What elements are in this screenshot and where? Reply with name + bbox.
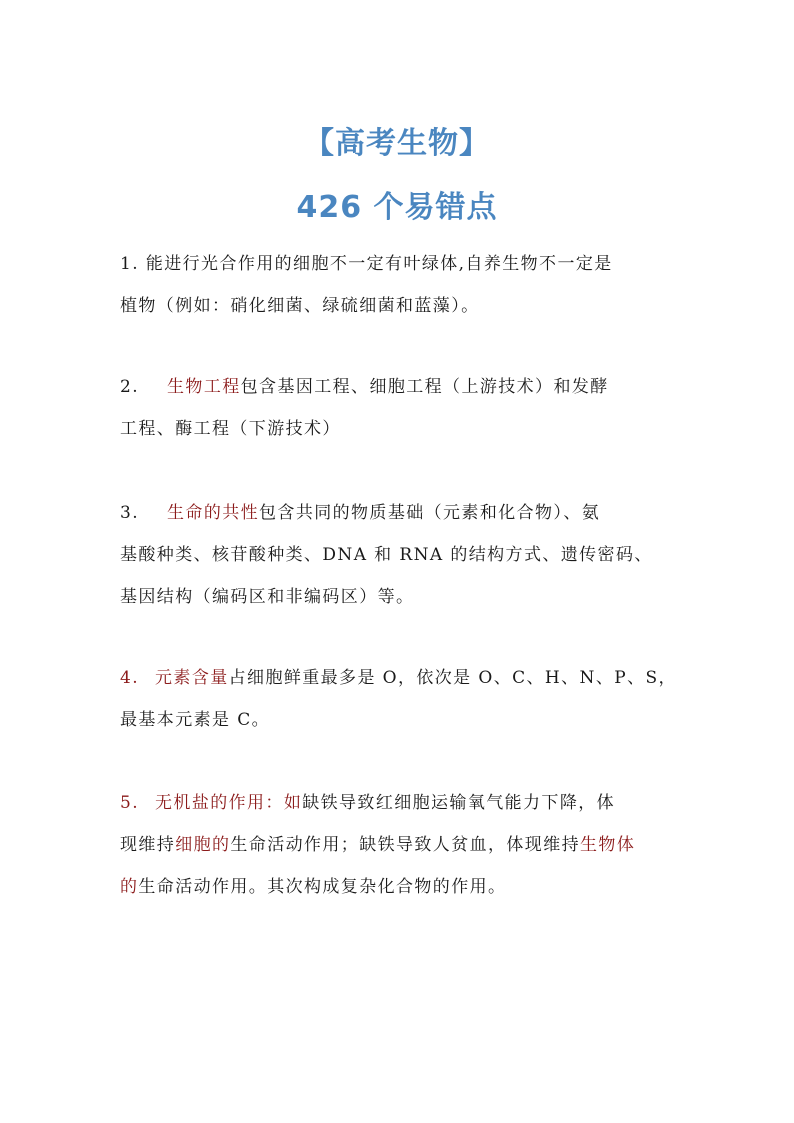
item-1-line-2: 植物（例如：硝化细菌、绿硫细菌和蓝藻）。 (120, 296, 480, 316)
item-number: 3. (120, 503, 140, 523)
highlight-term: 的 (120, 877, 139, 897)
page-title: 【高考生物】 (304, 126, 490, 161)
list-item-4 (120, 657, 680, 741)
item-3-line-1 (120, 492, 680, 534)
highlight-term: 细胞的 (175, 835, 231, 855)
item-5-line-1 (120, 782, 680, 824)
item-text: 生命活动作用。其次构成复杂化合物的作用。 (138, 877, 507, 897)
item-2-line-1 (120, 366, 680, 408)
item-3-line-2: 基酸种类、核苷酸种类、DNA 和 RNA 的结构方式、遗传密码、 (120, 545, 653, 565)
item-5-line-3 (120, 866, 680, 908)
item-text: 占细胞鲜重最多是 O，依次是 O、C、H、N、P、S， (228, 668, 677, 688)
item-text: 缺铁导致红细胞运输氧气能力下降，体 (302, 793, 616, 813)
item-text: 现维持 (120, 835, 176, 855)
item-number: 4. (120, 668, 140, 688)
highlight-term: 无机盐的作用：如 (155, 793, 303, 813)
highlight-term: 生物工程 (167, 377, 241, 397)
list-item-5 (120, 782, 680, 908)
item-number: 2. (120, 377, 140, 397)
highlight-term: 生命的共性 (167, 503, 260, 523)
item-4-line-2: 最基本元素是 C。 (120, 710, 271, 730)
item-text: 包含共同的物质基础（元素和化合物）、氨 (259, 503, 601, 523)
item-text: 能进行光合作用的细胞不一定有叶绿体,自养生物不一定是 (145, 254, 613, 274)
highlight-term: 元素含量 (155, 668, 229, 688)
item-text: 生命活动作用；缺铁导致人贫血，体现维持 (230, 835, 581, 855)
item-1-line-1 (120, 243, 680, 285)
item-4-line-1 (120, 657, 680, 699)
item-number: 1. (120, 254, 140, 274)
page-subtitle: 426 个易错点 (296, 190, 498, 225)
highlight-term: 生物体 (580, 835, 636, 855)
item-number: 5. (120, 793, 140, 813)
item-3-line-3: 基因结构（编码区和非编码区）等。 (120, 587, 415, 607)
item-text: 包含基因工程、细胞工程（上游技术）和发酵 (240, 377, 609, 397)
item-5-line-2 (120, 824, 680, 866)
list-item-3 (120, 492, 680, 618)
item-2-line-2: 工程、酶工程（下游技术） (120, 419, 341, 439)
list-item-1 (120, 243, 680, 327)
list-item-2 (120, 366, 680, 450)
